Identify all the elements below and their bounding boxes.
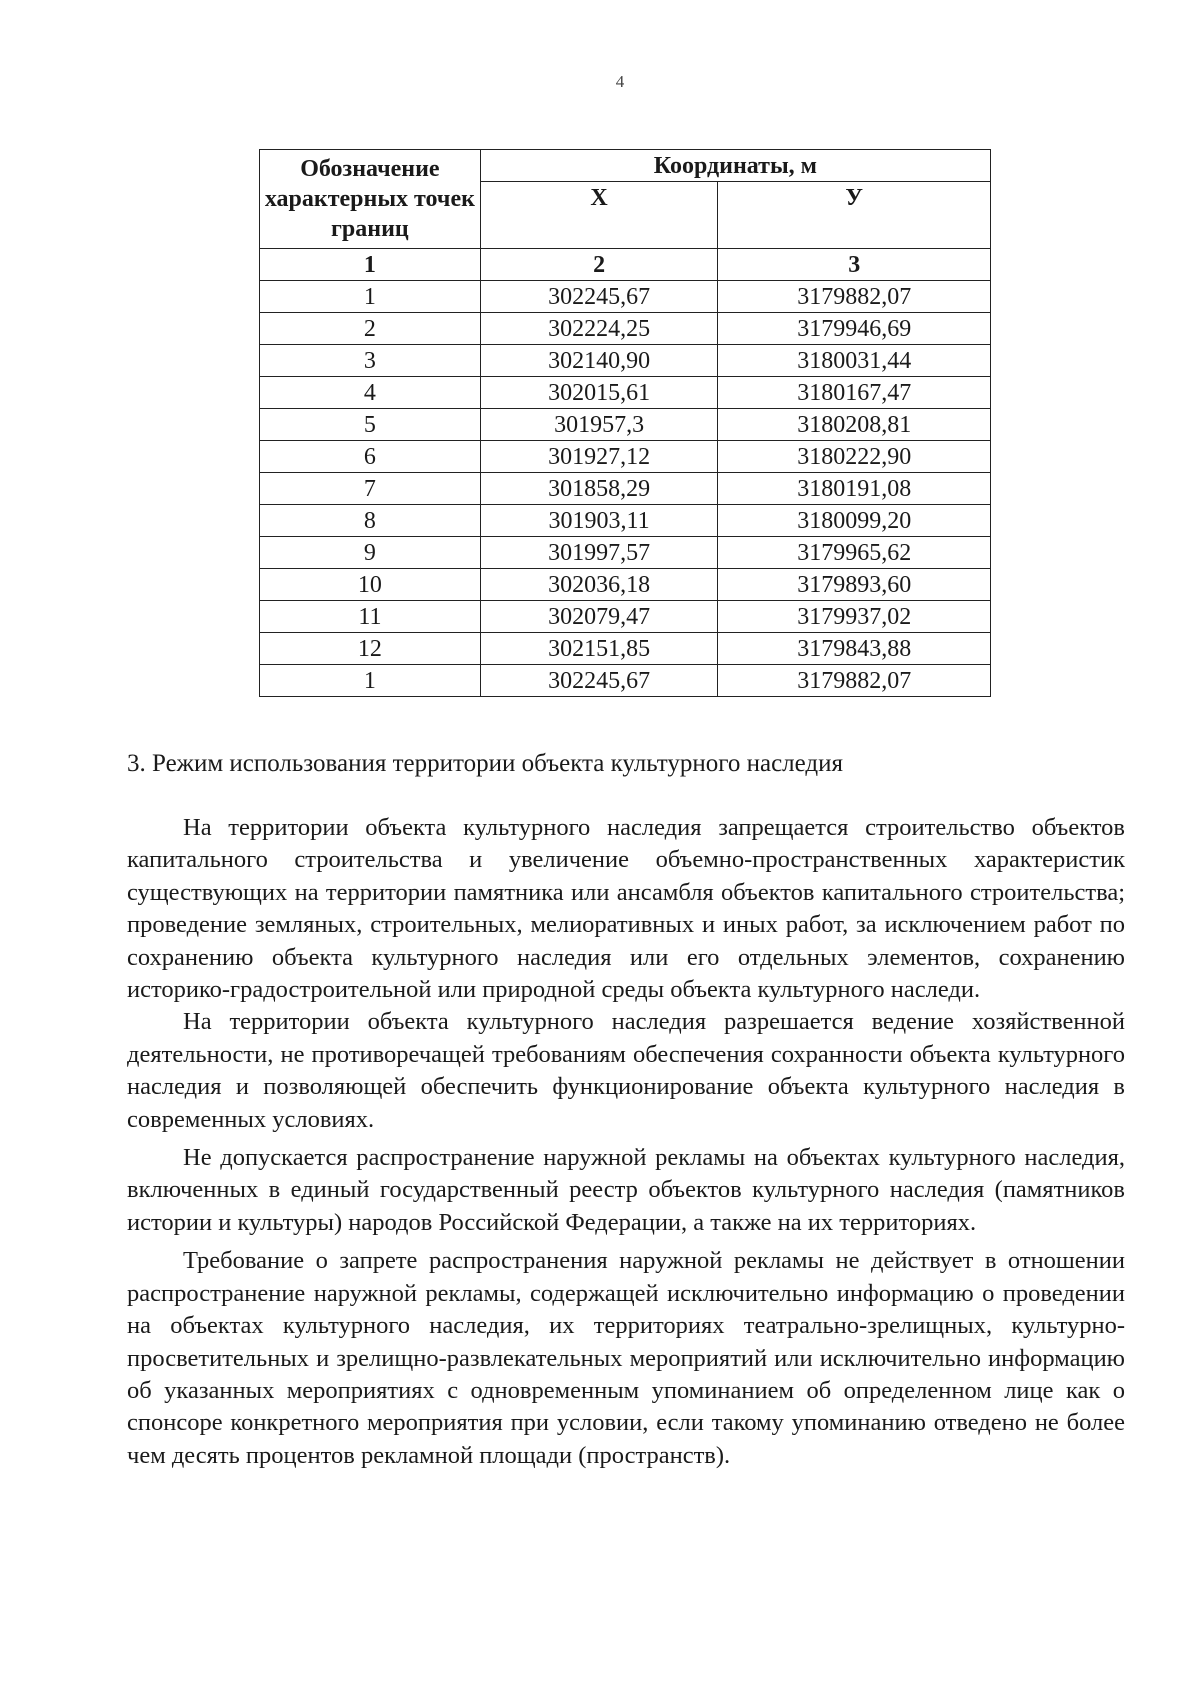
y-cell: 3180031,44 (718, 345, 991, 377)
table-row (260, 377, 991, 409)
y-cell: 3180208,81 (718, 409, 991, 441)
paragraph-construction-ban: На территории объекта культурного наследия запрещается строительство объектов капитального строительства и увеличение объемно-пространственных характеристик существующих на территории памятника или ансамбля объектов капитального строительства; проведение земляных, строительных, мелиоративных и иных работ, за исключением работ по сохранению объекта культурного наследия или его отдельных элементов, сохранению историко-градостроительной или природной среды объекта культурного наследи. (127, 814, 1125, 1004)
paragraph-advertising-exception: Требование о запрете распространения наружной рекламы не действует в отношении распространение наружной рекламы, содержащей исключительно информацию о проведении на объектах культурного наследия, их территориях театрально-зрелищных, культурно-просветительных и зрелищно-развлекательных мероприятий или исключительно информацию об указанных мероприятиях с одновременным упоминанием об определенном лице как о спонсоре конкретного мероприятия при условии, если такому упоминанию отведено не более чем десять процентов рекламной площади (пространств). (127, 1247, 1125, 1469)
x-cell: 302245,67 (480, 281, 718, 313)
x-cell: 302151,85 (480, 633, 718, 665)
paragraph-economic-activity: На территории объекта культурного наследия разрешается ведение хозяйственной деятельности, не противоречащей требованиям обеспечения сохранности объекта культурного наследия и позволяющей обеспечить функционирование объекта культурного наследия в современных условиях. (127, 1008, 1125, 1133)
y-cell: 3179893,60 (718, 569, 991, 601)
x-cell: 301997,57 (480, 537, 718, 569)
column-number-2: 2 (480, 249, 718, 281)
y-cell: 3180099,20 (718, 505, 991, 537)
y-cell: 3179882,07 (718, 281, 991, 313)
section-title: 3. Режим использования территории объекта культурного наследия (127, 750, 844, 777)
x-cell: 302015,61 (480, 377, 718, 409)
y-cell: 3180191,08 (718, 473, 991, 505)
page-number: 4 (615, 72, 625, 91)
x-cell: 302079,47 (480, 601, 718, 633)
table-row (260, 505, 991, 537)
table-row (260, 313, 991, 345)
body-text (127, 812, 1125, 1472)
point-cell: 12 (260, 633, 481, 665)
table-row (260, 665, 991, 697)
header-coordinates: Координаты, м (480, 150, 990, 182)
y-cell: 3179965,62 (718, 537, 991, 569)
point-cell: 1 (260, 281, 481, 313)
paragraph-advertising-ban: Не допускается распространение наружной рекламы на объектах культурного наследия, включенных в единый государственный реестр объектов культурного наследия (памятников истории и культуры) народов Российской Федерации, а также на их территориях. (127, 1144, 1125, 1236)
table-row (260, 537, 991, 569)
table-row (260, 281, 991, 313)
x-cell: 302245,67 (480, 665, 718, 697)
y-cell: 3179882,07 (718, 665, 991, 697)
point-cell: 11 (260, 601, 481, 633)
header-x: X (480, 182, 718, 249)
table-row (260, 441, 991, 473)
point-cell: 7 (260, 473, 481, 505)
table-row (260, 569, 991, 601)
point-cell: 8 (260, 505, 481, 537)
header-point-designation: Обозначение характерных точек границ (260, 150, 481, 249)
x-cell: 301927,12 (480, 441, 718, 473)
y-cell: 3179843,88 (718, 633, 991, 665)
x-cell: 302140,90 (480, 345, 718, 377)
y-cell: 3179946,69 (718, 313, 991, 345)
x-cell: 302224,25 (480, 313, 718, 345)
point-cell: 9 (260, 537, 481, 569)
x-cell: 302036,18 (480, 569, 718, 601)
point-cell: 2 (260, 313, 481, 345)
y-cell: 3179937,02 (718, 601, 991, 633)
y-cell: 3180222,90 (718, 441, 991, 473)
point-cell: 3 (260, 345, 481, 377)
table-row (260, 601, 991, 633)
table-row (260, 473, 991, 505)
x-cell: 301903,11 (480, 505, 718, 537)
column-number-1: 1 (260, 249, 481, 281)
coordinates-table (259, 149, 991, 697)
table-row (260, 633, 991, 665)
point-cell: 6 (260, 441, 481, 473)
x-cell: 301957,3 (480, 409, 718, 441)
table-row (260, 409, 991, 441)
x-cell: 301858,29 (480, 473, 718, 505)
header-y: У (718, 182, 991, 249)
y-cell: 3180167,47 (718, 377, 991, 409)
point-cell: 1 (260, 665, 481, 697)
point-cell: 5 (260, 409, 481, 441)
point-cell: 4 (260, 377, 481, 409)
point-cell: 10 (260, 569, 481, 601)
column-number-3: 3 (718, 249, 991, 281)
table-row (260, 345, 991, 377)
